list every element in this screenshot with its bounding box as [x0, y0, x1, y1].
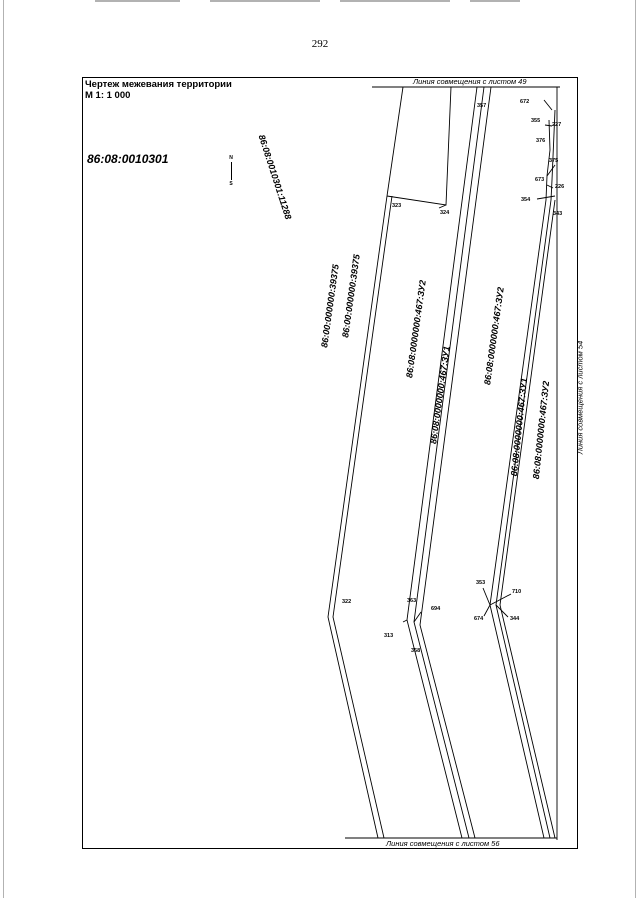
point-672: 672: [520, 99, 530, 105]
parcel-label-zu2-a: 86:08:0000000:467:ЗУ2: [404, 279, 428, 379]
point-323: 323: [392, 203, 402, 209]
join-label-top: Линия совмещения с листом 49: [413, 77, 527, 86]
point-353: 353: [476, 580, 486, 586]
drawing-scale: М 1: 1 000: [85, 90, 131, 101]
parcel-label-11288: 86:08:0010301:11288: [256, 133, 294, 221]
join-label-right: Линия совмещения с листом 54: [575, 340, 585, 455]
parcel-label-zu1-b: 86:08:0000000:467:ЗУ1: [508, 377, 530, 477]
point-226: 226: [555, 184, 565, 190]
south-label: S: [229, 181, 233, 187]
join-label-bottom: Линия совмещения с листом 56: [386, 839, 500, 848]
point-227: 227: [552, 122, 562, 128]
parcel-label-zu2-b: 86:08:0000000:467:ЗУ2: [482, 286, 506, 386]
point-344: 344: [510, 616, 520, 622]
point-694: 694: [431, 606, 441, 612]
point-357: 357: [477, 103, 487, 109]
point-376: 376: [536, 138, 546, 144]
page-number: 292: [311, 38, 329, 50]
parcel-label-39375-a: 86:00:000000:39375: [319, 263, 341, 349]
point-343: 343: [553, 211, 563, 217]
boundary-zu-mid: [420, 87, 491, 838]
boundary-zu1-right: [414, 87, 487, 838]
north-arrow-icon: [226, 155, 236, 187]
point-710: 710: [512, 589, 522, 595]
point-375: 375: [549, 158, 559, 164]
drawing-title-text: Чертеж межевания территории: [85, 79, 232, 90]
point-322: 322: [342, 599, 352, 605]
boundary-zu1-left: [407, 87, 477, 838]
cadastral-block-number: 86:08:0010301: [87, 152, 169, 166]
point-355: 355: [531, 118, 541, 124]
parcel-label-39375-b: 86:00:000000:39375: [340, 253, 362, 339]
north-label: N: [229, 155, 233, 161]
point-363: 363: [407, 598, 417, 604]
parcel-label-zu1-a: 86:08:0000000:467:ЗУ1: [428, 345, 452, 445]
boundary-upper-block-bottom: [387, 87, 451, 205]
point-674: 674: [474, 616, 484, 622]
point-673: 673: [535, 177, 545, 183]
boundary-upper-block: [387, 87, 403, 196]
point-313: 313: [384, 633, 394, 639]
point-358: 358: [411, 648, 421, 654]
parcel-label-zu2-c: 86:08:0000000:467:ЗУ2: [530, 380, 552, 480]
point-354: 354: [521, 197, 531, 203]
point-324: 324: [440, 210, 450, 216]
